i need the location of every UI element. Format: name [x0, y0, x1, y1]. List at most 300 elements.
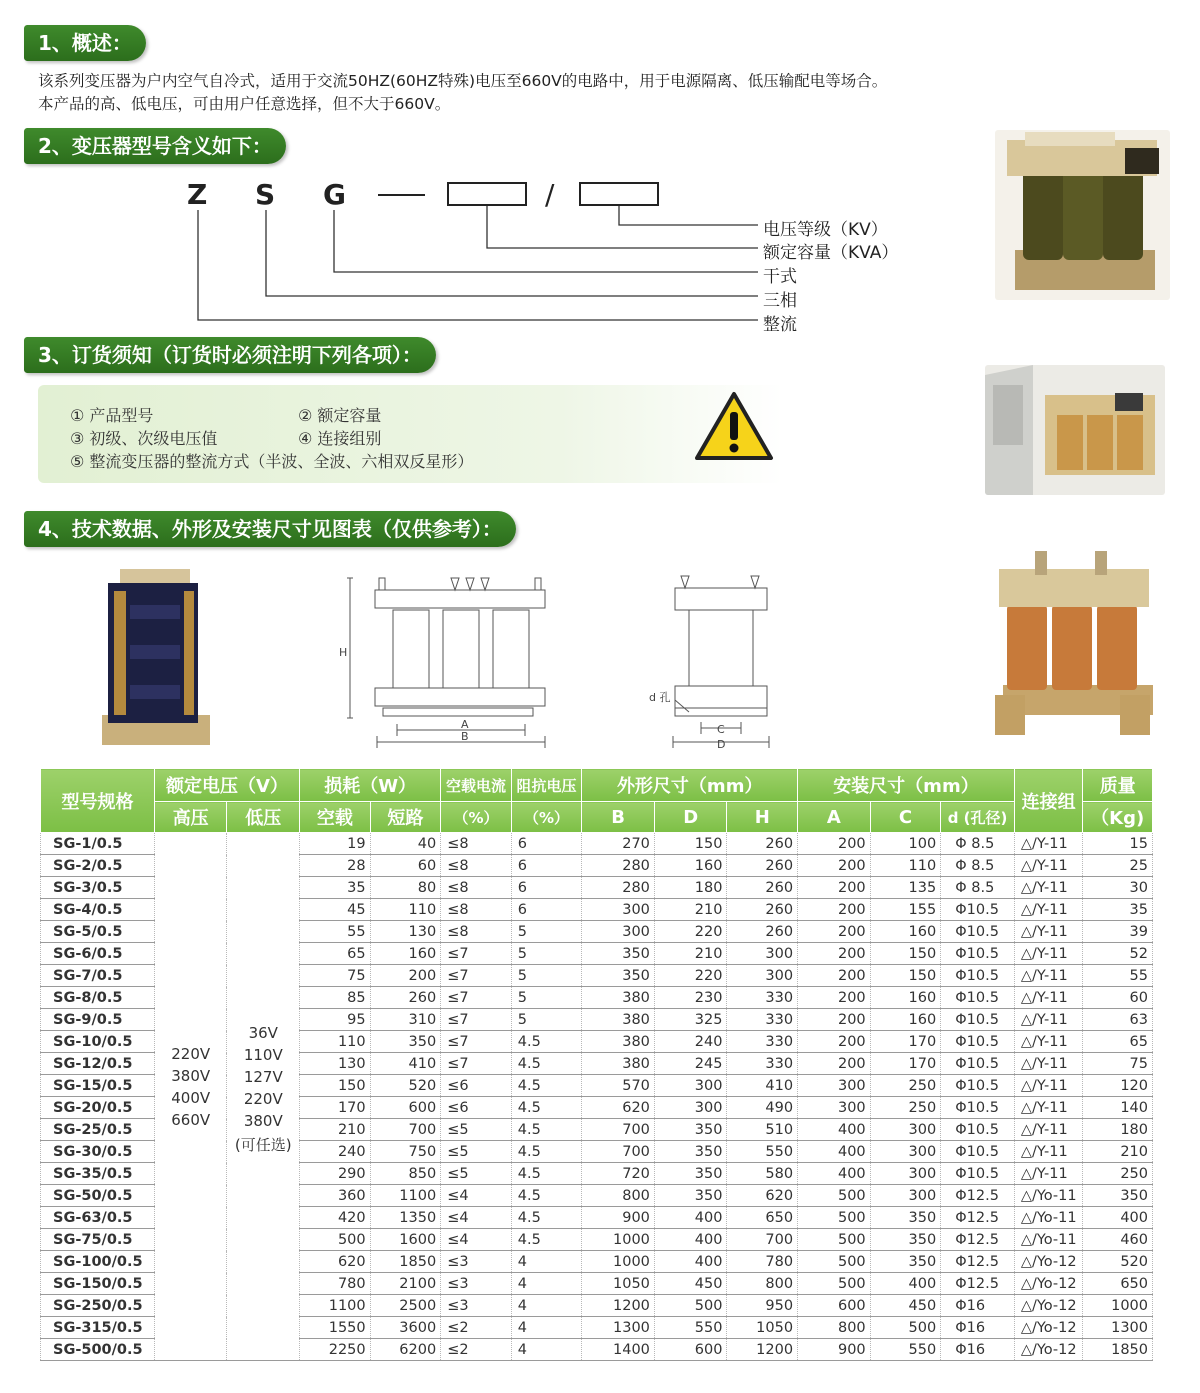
cell-impedance: 4.5 [511, 1229, 582, 1251]
cell-group: △/Yo-11 [1014, 1229, 1083, 1251]
cell-model: SG-63/0.5 [41, 1207, 155, 1229]
th-hole: d (孔径) [941, 802, 1015, 833]
cell-a: 500 [798, 1185, 871, 1207]
cell-noload-current: ≤8 [441, 899, 512, 921]
cell-short-loss: 700 [370, 1119, 441, 1141]
cell-short-loss: 2500 [370, 1295, 441, 1317]
cell-short-loss: 1100 [370, 1185, 441, 1207]
cell-model: SG-10/0.5 [41, 1031, 155, 1053]
high-voltage-option: 380V [171, 1067, 211, 1085]
cell-c: 300 [870, 1163, 941, 1185]
cell-hole: Φ10.5 [941, 1141, 1015, 1163]
cell-d: 300 [654, 1097, 727, 1119]
cell-mass: 63 [1083, 1009, 1153, 1031]
cell-short-loss: 750 [370, 1141, 441, 1163]
cell-mass: 1850 [1083, 1339, 1153, 1361]
th-install: 安装尺寸（mm） [798, 769, 1015, 802]
cell-mass: 30 [1083, 877, 1153, 899]
cell-d: 350 [654, 1141, 727, 1163]
cell-h: 800 [727, 1273, 798, 1295]
cell-d: 300 [654, 1075, 727, 1097]
cell-c: 300 [870, 1185, 941, 1207]
cell-c: 160 [870, 1009, 941, 1031]
cell-idle-loss: 1100 [300, 1295, 371, 1317]
cell-d: 150 [654, 833, 727, 855]
cell-a: 200 [798, 921, 871, 943]
cell-a: 200 [798, 943, 871, 965]
cell-noload-current: ≤3 [441, 1273, 512, 1295]
cell-model: SG-150/0.5 [41, 1273, 155, 1295]
cell-group: △/Y-11 [1014, 987, 1083, 1009]
cell-c: 135 [870, 877, 941, 899]
cell-b: 900 [582, 1207, 655, 1229]
cell-mass: 180 [1083, 1119, 1153, 1141]
cell-h: 300 [727, 943, 798, 965]
dim-label-h: H [339, 646, 348, 659]
cell-short-loss: 260 [370, 987, 441, 1009]
th-pct2: （%） [511, 802, 582, 833]
cell-model: SG-7/0.5 [41, 965, 155, 987]
cell-short-loss: 1850 [370, 1251, 441, 1273]
cell-group: △/Yo-12 [1014, 1251, 1083, 1273]
cell-h: 650 [727, 1207, 798, 1229]
cell-short-loss: 1600 [370, 1229, 441, 1251]
cell-h: 260 [727, 921, 798, 943]
cell-short-loss: 350 [370, 1031, 441, 1053]
cell-noload-current: ≤8 [441, 921, 512, 943]
cell-noload-current: ≤5 [441, 1163, 512, 1185]
cell-d: 400 [654, 1251, 727, 1273]
cell-a: 400 [798, 1163, 871, 1185]
cell-impedance: 4.5 [511, 1097, 582, 1119]
cell-group: △/Y-11 [1014, 1141, 1083, 1163]
cell-c: 170 [870, 1031, 941, 1053]
cell-impedance: 6 [511, 833, 582, 855]
cell-a: 500 [798, 1251, 871, 1273]
cell-hole: Φ10.5 [941, 1075, 1015, 1097]
cell-noload-current: ≤4 [441, 1207, 512, 1229]
cell-hole: Φ10.5 [941, 1163, 1015, 1185]
code-letter-z: Z [187, 178, 208, 211]
th-h: H [727, 802, 798, 833]
side-view-drawing [645, 570, 780, 750]
cell-a: 200 [798, 877, 871, 899]
cell-noload-current: ≤4 [441, 1229, 512, 1251]
cell-b: 570 [582, 1075, 655, 1097]
cell-short-loss: 3600 [370, 1317, 441, 1339]
order-item-4: ④ 连接组别 [298, 429, 382, 448]
cell-a: 500 [798, 1229, 871, 1251]
cell-mass: 400 [1083, 1207, 1153, 1229]
cell-short-loss: 520 [370, 1075, 441, 1097]
cell-short-loss: 2100 [370, 1273, 441, 1295]
th-kg: （Kg) [1083, 802, 1153, 833]
cell-h: 510 [727, 1119, 798, 1141]
section3-header: 3、订货须知（订货时必须注明下列各项）： [24, 337, 436, 373]
cell-idle-loss: 85 [300, 987, 371, 1009]
transformer-cabinet-photo [985, 365, 1165, 495]
low-voltage-option: 36V [248, 1024, 278, 1042]
order-item-3: ③ 初级、次级电压值 [70, 429, 218, 448]
cell-h: 260 [727, 877, 798, 899]
front-view-drawing [335, 570, 560, 750]
cell-mass: 52 [1083, 943, 1153, 965]
cell-idle-loss: 45 [300, 899, 371, 921]
cell-c: 500 [870, 1317, 941, 1339]
cell-model: SG-3/0.5 [41, 877, 155, 899]
order-item-1: ① 产品型号 [70, 406, 154, 425]
high-voltage-option: 660V [171, 1111, 211, 1129]
cell-group: △/Y-11 [1014, 1097, 1083, 1119]
cell-mass: 39 [1083, 921, 1153, 943]
intro-line-1: 该系列变压器为户内空气自冷式，适用于交流50HZ(60HZ特殊)电压至660V的电路中，用于电源隔离、低压输配电等场合。 [38, 72, 888, 90]
cell-idle-loss: 780 [300, 1273, 371, 1295]
cell-mass: 65 [1083, 1031, 1153, 1053]
section2-header: 2、变压器型号含义如下： [24, 128, 286, 164]
cell-impedance: 4 [511, 1251, 582, 1273]
cell-noload-current: ≤7 [441, 1031, 512, 1053]
cell-c: 450 [870, 1295, 941, 1317]
cell-idle-loss: 130 [300, 1053, 371, 1075]
cell-noload-current: ≤8 [441, 855, 512, 877]
cell-impedance: 4 [511, 1339, 582, 1361]
cell-mass: 55 [1083, 965, 1153, 987]
cell-hole: Φ10.5 [941, 943, 1015, 965]
cell-c: 400 [870, 1273, 941, 1295]
cell-hole: Φ 8.5 [941, 833, 1015, 855]
cell-mass: 75 [1083, 1053, 1153, 1075]
cell-a: 300 [798, 1097, 871, 1119]
cell-noload-current: ≤7 [441, 965, 512, 987]
cell-impedance: 4.5 [511, 1185, 582, 1207]
cell-mass: 650 [1083, 1273, 1153, 1295]
cell-noload-current: ≤3 [441, 1251, 512, 1273]
cell-h: 260 [727, 899, 798, 921]
cell-impedance: 5 [511, 1009, 582, 1031]
cell-group: △/Yo-12 [1014, 1295, 1083, 1317]
label-voltage-level: 电压等级（KV） [763, 220, 888, 240]
label-three-phase: 三相 [763, 291, 797, 311]
low-voltage-option: 110V [243, 1046, 283, 1064]
cell-a: 800 [798, 1317, 871, 1339]
cell-hole: Φ 8.5 [941, 877, 1015, 899]
dim-label-a: A [461, 718, 469, 731]
cell-group: △/Y-11 [1014, 877, 1083, 899]
cell-h: 780 [727, 1251, 798, 1273]
cell-model: SG-15/0.5 [41, 1075, 155, 1097]
th-a: A [798, 802, 871, 833]
cell-b: 700 [582, 1119, 655, 1141]
cell-low-voltage-options [227, 833, 300, 1361]
cell-h: 330 [727, 1009, 798, 1031]
table-row [41, 833, 1153, 855]
cell-a: 600 [798, 1295, 871, 1317]
cell-a: 200 [798, 1009, 871, 1031]
cell-idle-loss: 240 [300, 1141, 371, 1163]
cell-h: 490 [727, 1097, 798, 1119]
cell-model: SG-4/0.5 [41, 899, 155, 921]
cell-h: 260 [727, 833, 798, 855]
cell-idle-loss: 210 [300, 1119, 371, 1141]
cell-b: 280 [582, 855, 655, 877]
cell-short-loss: 850 [370, 1163, 441, 1185]
th-voltage: 额定电压（V） [154, 769, 299, 802]
cell-group: △/Y-11 [1014, 1009, 1083, 1031]
dim-label-b: B [461, 730, 469, 743]
th-c: C [870, 802, 941, 833]
cell-h: 950 [727, 1295, 798, 1317]
cell-d: 220 [654, 921, 727, 943]
cell-group: △/Yo-11 [1014, 1185, 1083, 1207]
cell-mass: 1300 [1083, 1317, 1153, 1339]
cell-model: SG-5/0.5 [41, 921, 155, 943]
cell-noload-current: ≤6 [441, 1075, 512, 1097]
cell-noload-current: ≤2 [441, 1339, 512, 1361]
cell-short-loss: 130 [370, 921, 441, 943]
cell-hole: Φ10.5 [941, 1053, 1015, 1075]
cell-a: 400 [798, 1141, 871, 1163]
transformer-photo-2 [90, 565, 220, 755]
cell-high-voltage-options [154, 833, 227, 1361]
th-idle: 空载 [300, 802, 371, 833]
cell-idle-loss: 170 [300, 1097, 371, 1119]
cell-c: 160 [870, 987, 941, 1009]
cell-b: 300 [582, 921, 655, 943]
cell-d: 350 [654, 1119, 727, 1141]
cell-mass: 140 [1083, 1097, 1153, 1119]
cell-hole: Φ16 [941, 1339, 1015, 1361]
cell-group: △/Y-11 [1014, 1075, 1083, 1097]
cell-d: 600 [654, 1339, 727, 1361]
cell-mass: 250 [1083, 1163, 1153, 1185]
cell-short-loss: 6200 [370, 1339, 441, 1361]
cell-hole: Φ10.5 [941, 1097, 1015, 1119]
cell-model: SG-100/0.5 [41, 1251, 155, 1273]
order-item-5: ⑤ 整流变压器的整流方式（半波、全波、六相双反星形） [70, 452, 474, 471]
th-dims: 外形尺寸（mm） [582, 769, 798, 802]
cell-idle-loss: 1550 [300, 1317, 371, 1339]
cell-group: △/Yo-11 [1014, 1207, 1083, 1229]
cell-b: 620 [582, 1097, 655, 1119]
cell-hole: Φ 8.5 [941, 855, 1015, 877]
cell-d: 400 [654, 1229, 727, 1251]
cell-b: 1000 [582, 1251, 655, 1273]
cell-hole: Φ16 [941, 1295, 1015, 1317]
cell-b: 800 [582, 1185, 655, 1207]
cell-hole: Φ10.5 [941, 921, 1015, 943]
cell-hole: Φ10.5 [941, 1031, 1015, 1053]
dim-label-c: C [717, 723, 725, 736]
cell-c: 110 [870, 855, 941, 877]
cell-short-loss: 60 [370, 855, 441, 877]
cell-mass: 1000 [1083, 1295, 1153, 1317]
th-mass: 质量 [1083, 769, 1153, 802]
cell-noload-current: ≤5 [441, 1119, 512, 1141]
cell-d: 230 [654, 987, 727, 1009]
cell-short-loss: 160 [370, 943, 441, 965]
cell-c: 250 [870, 1075, 941, 1097]
cell-noload-current: ≤4 [441, 1185, 512, 1207]
cell-b: 720 [582, 1163, 655, 1185]
cell-impedance: 5 [511, 987, 582, 1009]
cell-a: 200 [798, 899, 871, 921]
cell-group: △/Yo-12 [1014, 1317, 1083, 1339]
cell-short-loss: 310 [370, 1009, 441, 1031]
cell-c: 350 [870, 1229, 941, 1251]
cell-mass: 460 [1083, 1229, 1153, 1251]
cell-b: 350 [582, 943, 655, 965]
th-impedance: 阻抗电压 [511, 769, 582, 802]
cell-b: 700 [582, 1141, 655, 1163]
cell-model: SG-75/0.5 [41, 1229, 155, 1251]
cell-idle-loss: 55 [300, 921, 371, 943]
cell-h: 410 [727, 1075, 798, 1097]
cell-a: 300 [798, 1075, 871, 1097]
cell-h: 330 [727, 1053, 798, 1075]
cell-model: SG-500/0.5 [41, 1339, 155, 1361]
cell-hole: Φ10.5 [941, 987, 1015, 1009]
cell-h: 1200 [727, 1339, 798, 1361]
cell-a: 200 [798, 855, 871, 877]
cell-short-loss: 40 [370, 833, 441, 855]
cell-impedance: 6 [511, 877, 582, 899]
cell-noload-current: ≤7 [441, 943, 512, 965]
cell-mass: 210 [1083, 1141, 1153, 1163]
cell-c: 155 [870, 899, 941, 921]
cell-group: △/Y-11 [1014, 1163, 1083, 1185]
cell-d: 245 [654, 1053, 727, 1075]
cell-noload-current: ≤7 [441, 987, 512, 1009]
cell-c: 550 [870, 1339, 941, 1361]
cell-c: 350 [870, 1207, 941, 1229]
cell-c: 350 [870, 1251, 941, 1273]
cell-d: 210 [654, 899, 727, 921]
th-high: 高压 [154, 802, 227, 833]
cell-hole: Φ12.5 [941, 1229, 1015, 1251]
cell-impedance: 4 [511, 1295, 582, 1317]
cell-h: 260 [727, 855, 798, 877]
cell-c: 150 [870, 965, 941, 987]
cell-a: 200 [798, 965, 871, 987]
cell-d: 550 [654, 1317, 727, 1339]
cell-d: 350 [654, 1163, 727, 1185]
cell-model: SG-50/0.5 [41, 1185, 155, 1207]
cell-h: 330 [727, 987, 798, 1009]
cell-group: △/Y-11 [1014, 1031, 1083, 1053]
cell-d: 450 [654, 1273, 727, 1295]
cell-hole: Φ10.5 [941, 1119, 1015, 1141]
cell-mass: 35 [1083, 899, 1153, 921]
cell-d: 160 [654, 855, 727, 877]
cell-a: 500 [798, 1273, 871, 1295]
th-model: 型号规格 [41, 769, 155, 833]
cell-idle-loss: 110 [300, 1031, 371, 1053]
cell-idle-loss: 420 [300, 1207, 371, 1229]
high-voltage-option: 400V [171, 1089, 211, 1107]
cell-mass: 15 [1083, 833, 1153, 855]
cell-impedance: 5 [511, 965, 582, 987]
spec-table-body [41, 833, 1153, 1361]
cell-a: 400 [798, 1119, 871, 1141]
cell-noload-current: ≤6 [441, 1097, 512, 1119]
cell-impedance: 4.5 [511, 1207, 582, 1229]
cell-model: SG-9/0.5 [41, 1009, 155, 1031]
cell-short-loss: 1350 [370, 1207, 441, 1229]
cell-group: △/Yo-12 [1014, 1273, 1083, 1295]
low-voltage-option: 220V [243, 1090, 283, 1108]
section1-header: 1、概述： [24, 25, 146, 61]
dim-label-hole: d 孔 [649, 691, 671, 704]
th-d: D [654, 802, 727, 833]
cell-noload-current: ≤3 [441, 1295, 512, 1317]
cell-idle-loss: 360 [300, 1185, 371, 1207]
low-voltage-option: 380V [243, 1112, 283, 1130]
cell-d: 325 [654, 1009, 727, 1031]
cell-mass: 350 [1083, 1185, 1153, 1207]
cell-model: SG-30/0.5 [41, 1141, 155, 1163]
cell-model: SG-2/0.5 [41, 855, 155, 877]
cell-b: 300 [582, 899, 655, 921]
cell-impedance: 4.5 [511, 1031, 582, 1053]
dim-label-d: D [717, 738, 726, 750]
cell-idle-loss: 65 [300, 943, 371, 965]
code-letter-s: S [255, 178, 276, 211]
cell-b: 270 [582, 833, 655, 855]
code-letter-g: G [323, 178, 346, 211]
cell-impedance: 6 [511, 899, 582, 921]
cell-group: △/Y-11 [1014, 1119, 1083, 1141]
cell-model: SG-25/0.5 [41, 1119, 155, 1141]
transformer-photo-3 [985, 545, 1160, 740]
cell-mass: 60 [1083, 987, 1153, 1009]
cell-c: 100 [870, 833, 941, 855]
th-low: 低压 [227, 802, 300, 833]
high-voltage-option: 220V [171, 1045, 211, 1063]
cell-short-loss: 110 [370, 899, 441, 921]
cell-impedance: 5 [511, 921, 582, 943]
cell-d: 210 [654, 943, 727, 965]
cell-h: 620 [727, 1185, 798, 1207]
cell-hole: Φ12.5 [941, 1207, 1015, 1229]
cell-c: 250 [870, 1097, 941, 1119]
label-rated-capacity: 额定容量（KVA） [763, 243, 899, 263]
cell-h: 580 [727, 1163, 798, 1185]
cell-model: SG-8/0.5 [41, 987, 155, 1009]
cell-b: 380 [582, 1053, 655, 1075]
order-item-2: ② 额定容量 [298, 406, 382, 425]
label-dry-type: 干式 [763, 267, 797, 287]
cell-b: 280 [582, 877, 655, 899]
cell-group: △/Yo-12 [1014, 1339, 1083, 1361]
cell-impedance: 4.5 [511, 1053, 582, 1075]
cell-idle-loss: 19 [300, 833, 371, 855]
cell-d: 350 [654, 1185, 727, 1207]
cell-a: 200 [798, 1053, 871, 1075]
th-pct1: （%） [441, 802, 512, 833]
cell-h: 700 [727, 1229, 798, 1251]
code-slash: / [545, 178, 555, 211]
transformer-photo-1 [995, 130, 1170, 300]
cell-hole: Φ10.5 [941, 1009, 1015, 1031]
cell-d: 400 [654, 1207, 727, 1229]
spec-table [40, 768, 1153, 1361]
cell-h: 300 [727, 965, 798, 987]
section4-header: 4、技术数据、外形及安装尺寸见图表（仅供参考）： [24, 511, 516, 547]
cell-short-loss: 600 [370, 1097, 441, 1119]
cell-noload-current: ≤2 [441, 1317, 512, 1339]
cell-b: 350 [582, 965, 655, 987]
cell-impedance: 4.5 [511, 1075, 582, 1097]
